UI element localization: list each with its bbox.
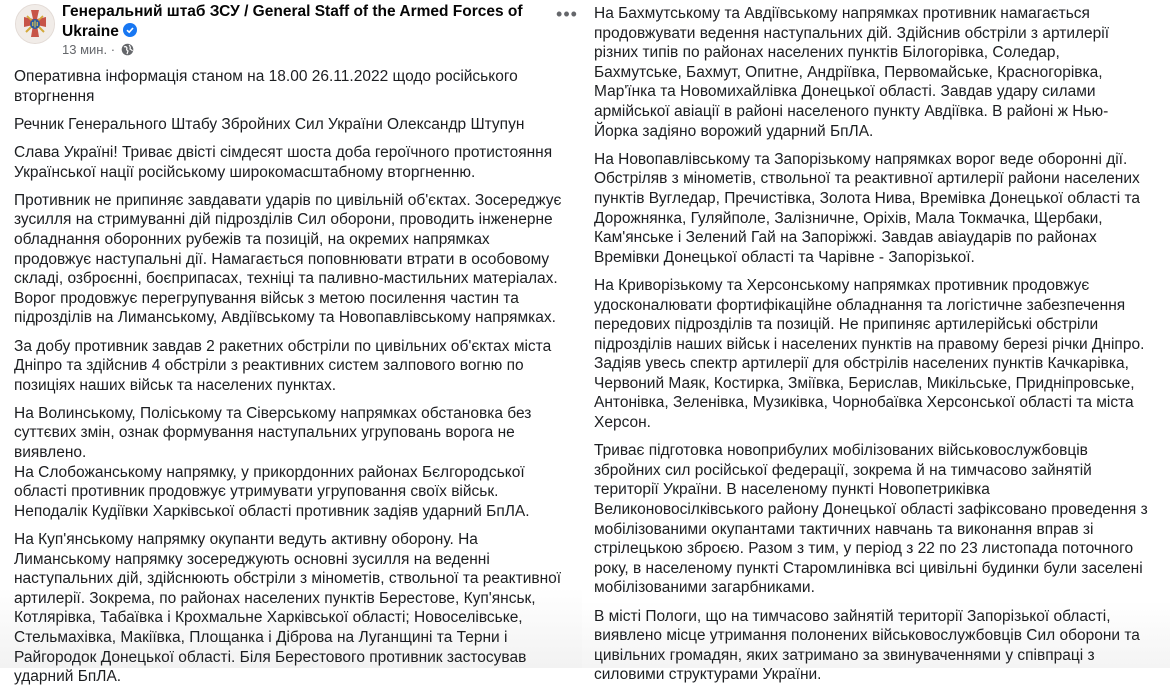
more-options-icon: •••: [556, 4, 578, 24]
paragraph-line: мобілізованими загарбниками.: [594, 579, 815, 597]
paragraph-line: стрілецькою зброєю. Разом з тим, у період з 22 по 23 листопада поточного: [594, 540, 1134, 558]
post-paragraph: [594, 607, 1170, 685]
post-paragraph: [594, 276, 1170, 433]
post-paragraph: [594, 441, 1170, 598]
paragraph-line: удосконалювати фортифікаційне обладнання та логістичне забезпечення: [594, 296, 1126, 314]
paragraph-line: Антонівка, Зеленівка, Музиківка, Чорнобаївка Херсонської області та міста: [594, 394, 1134, 412]
page-name-line2[interactable]: Ukraine: [62, 22, 119, 40]
paragraph-line: продовжує наступальні дії. Намагається поповнювати втрати в особовому: [14, 250, 550, 268]
paragraph-line: Стельмахівка, Макіївка, Площанка і Діброва на Луганщині та Терни і: [14, 629, 508, 646]
paragraph-line: Противник не припиняє завдавати ударів по цивільній об'єктах. Зосереджує: [14, 191, 562, 209]
paragraph-line: Ворог продовжує перегрупування військ з метою посилення частин та: [14, 289, 519, 307]
paragraph-line: На Волинському, Поліському та Сіверському напрямках обстановка без: [14, 404, 532, 422]
post-body-right: [594, 0, 1170, 685]
paragraph-line: території України. В населеному пункті Новопетриківка: [594, 481, 990, 499]
paragraph-line: На Куп'янському напрямку окупанти ведуть активну оборону. На: [14, 531, 478, 549]
page-name-line1[interactable]: Генеральний штаб ЗСУ / General Staff of the Armed Forces of: [62, 3, 523, 20]
paragraph-line: виявлено.: [14, 444, 87, 462]
paragraph-line: Херсон.: [594, 414, 651, 432]
paragraph-line: Червоний Маяк, Костирка, Зміївка, Берислав, Микільське, Придніпровське,: [594, 374, 1135, 392]
paragraph-line: Времівки Донецької області та Чарівне - Запорізької.: [594, 248, 975, 266]
page-name[interactable]: [62, 2, 532, 41]
paragraph-line: Дніпро та здійснив 4 обстріли з реактивних систем залпового вогню по: [14, 357, 524, 375]
paragraph-line: Речник Генерального Штабу Збройних Сил України Олександр Штупун: [14, 115, 525, 133]
paragraph-line: позиціях наших військ та населених пунктах.: [14, 376, 337, 394]
paragraph-line: передових підрозділів та позицій. Не припиняє артилерійські обстріли: [594, 316, 1099, 334]
paragraph-line: зусилля на стримуванні дій підрозділів Сил оборони, проводить інженерне: [14, 211, 553, 229]
more-options-button[interactable]: [552, 4, 582, 28]
paragraph-line: На Криворізькому та Херсонському напрямках противник продовжує: [594, 276, 1090, 294]
paragraph-line: Лиманському напрямку зосереджують основні зусилля на веденні: [14, 550, 490, 568]
paragraph-line: армійської авіації в районі населеного пункту Авдіївка. В районі ж Нью-: [594, 102, 1109, 120]
paragraph-line: Кам'янське і Зелений Гай на Запоріжжі. Завдав авіаударів по районах: [594, 229, 1097, 247]
post-header: [14, 0, 582, 64]
paragraph-line: На Слобожанському напрямку, у прикордонних районах Бєлгородської: [14, 463, 525, 481]
paragraph-line: Триває підготовка новоприбулих мобілізованих військовослужбовців: [594, 442, 1088, 460]
paragraph-line: складі, озброєнні, боєприпасах, техніці та паливно-мастильних матеріалах.: [14, 270, 558, 288]
paragraph-line: різних типів по районах населених пунктів Білогорівка, Соледар,: [594, 44, 1060, 62]
paragraph-line: Йорка задіяно ворожий ударний БпЛА.: [594, 122, 874, 140]
paragraph-line: мобілізованими окупантами тактичних навчань та виконання вправ зі: [594, 520, 1094, 538]
paragraph-line: Оперативна інформація станом на 18.00 26.11.2022 щодо російського: [14, 68, 518, 85]
post-paragraph: [14, 404, 582, 522]
paragraph-line: підрозділів наших військ і населених пунктів на правому березі річки Дніпро.: [594, 335, 1145, 353]
paragraph-line: Великоновосілківського району Донецької області зафіксовано проведення з: [594, 501, 1148, 519]
paragraph-line: На Бахмутському та Авдіївському напрямках противник намагається: [594, 5, 1090, 22]
paragraph-line: наступальних дій, здійснюють обстріли з мінометів, ствольної та реактивної: [14, 570, 562, 588]
post-right-column: [582, 0, 1170, 684]
post-paragraph: [14, 67, 582, 106]
post-paragraph: [14, 530, 582, 687]
post-paragraph: [594, 150, 1170, 268]
paragraph-line: виявлено місце утримання полонених військовослужбовців Сил оборони та: [594, 627, 1140, 645]
paragraph-line: Дорожнянка, Гуляйполе, Залізничне, Оріхів, Мала Токмачка, Щербаки,: [594, 209, 1103, 227]
paragraph-line: На Новопавлівському та Запорізькому напрямках ворог веде оборонні дії.: [594, 150, 1128, 168]
post-body-left: [14, 67, 582, 687]
paragraph-line: Української нації російському широкомасштабному вторгненню.: [14, 163, 476, 181]
paragraph-line: цивільних громадян, яких затримано за звинуваченнями у співпраці з: [594, 646, 1095, 664]
post-paragraph: [594, 4, 1170, 141]
post-left-column: [0, 0, 582, 686]
paragraph-line: Котлярівка, Табаївка і Крохмальне Харківської області; Новоселівське,: [14, 609, 523, 627]
verified-badge-icon: [123, 23, 137, 37]
paragraph-line: ударний БпЛА.: [14, 668, 122, 686]
paragraph-line: Обстріляв з мінометів, ствольної та реактивної артилерії райони населених: [594, 170, 1140, 188]
paragraph-line: збройних сил російської федерації, зокрема й на тимчасово зайнятій: [594, 461, 1092, 479]
paragraph-line: артилерії. Зокрема, по районах населених пунктів Берестове, Куп'янськ,: [14, 589, 536, 607]
globe-icon[interactable]: [121, 43, 134, 60]
paragraph-line: підрозділів на Лиманському, Авдіївському та Новопавлівському напрямках.: [14, 309, 556, 327]
post-timestamp[interactable]: 13 мин.: [62, 42, 108, 57]
paragraph-line: Мар'їнка та Новомихайлівка Донецької області. Завдав удару силами: [594, 83, 1096, 101]
paragraph-line: Задіяв увесь спектр артилерії для обстрілів населених пунктів Качкарівка,: [594, 355, 1129, 373]
paragraph-line: року, в населеному пункті Старомлинівка всі цивільні будинки були заселені: [594, 559, 1143, 577]
meta-separator: ·: [110, 42, 116, 57]
paragraph-line: силовими структурами України.: [594, 666, 822, 684]
paragraph-line: обладнання оборонних рубежів та позицій, на окремих напрямках: [14, 230, 490, 248]
paragraph-line: вторгнення: [14, 87, 95, 105]
paragraph-line: В місті Пологи, що на тимчасово зайнятій території Запорізької області,: [594, 607, 1111, 625]
post-paragraph: [14, 191, 582, 328]
paragraph-line: Слава Україні! Триває двісті сімдесят шоста доба героїчного протистояння: [14, 143, 553, 161]
paragraph-line: За добу противник завдав 2 ракетних обстріли по цивільних об'єктах міста: [14, 337, 552, 355]
post-meta: [62, 42, 134, 60]
avatar[interactable]: [15, 4, 55, 44]
paragraph-line: пунктів Вугледар, Пречистівка, Золота Нива, Времівка Донецької області та: [594, 189, 1140, 207]
post-paragraph: [14, 115, 582, 135]
paragraph-line: Неподалік Кудіївки Харківської області противник задіяв ударний БпЛА.: [14, 502, 530, 520]
paragraph-line: Райгородок Донецької області. Біля Берестового противник застосував: [14, 648, 527, 666]
post-paragraph: [14, 143, 582, 182]
general-staff-emblem-icon: [16, 5, 54, 43]
paragraph-line: області противник продовжує утримувати угруповання своїх військ.: [14, 483, 499, 501]
post-paragraph: [14, 337, 582, 396]
paragraph-line: Бахмутське, Бахмут, Опитне, Андріївка, Первомайське, Красногорівка,: [594, 63, 1103, 81]
paragraph-line: суттєвих змін, ознак формування наступальних угруповань ворога не: [14, 424, 515, 442]
paragraph-line: продовжувати ведення наступальних дій. Здійснив обстріли з артилерії: [594, 24, 1110, 42]
